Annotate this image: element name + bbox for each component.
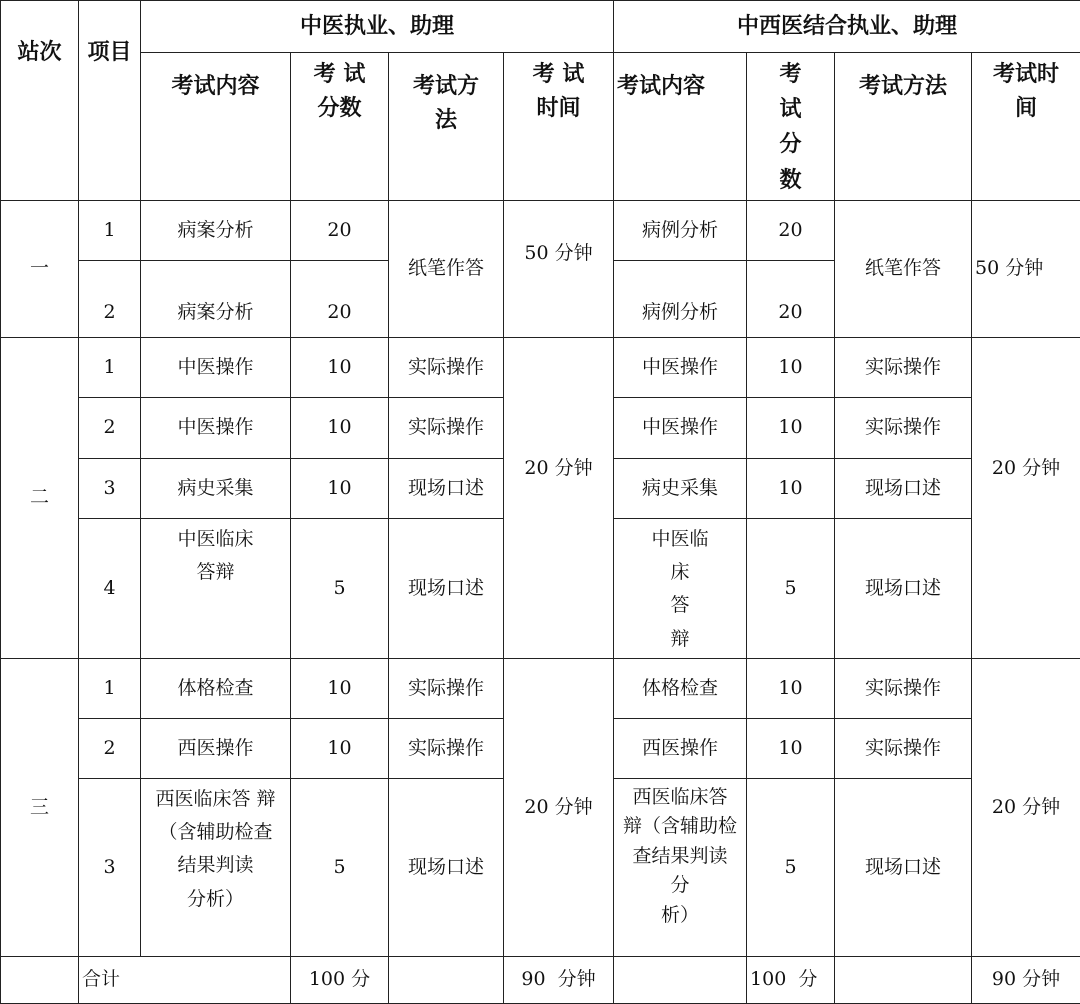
- content-b: 西医临床答 辩（含辅助检 查结果判读 分 析）: [614, 778, 747, 956]
- content-a: 中医临床 答辩: [141, 518, 291, 658]
- content-a: 病案分析: [141, 260, 291, 337]
- item-no: 2: [79, 718, 141, 778]
- station-label: 三: [1, 658, 79, 956]
- time-b: 20 分钟: [972, 658, 1080, 956]
- score-a: 10: [291, 658, 389, 718]
- content-a: 中医操作: [141, 397, 291, 458]
- score-b: 5: [747, 778, 835, 956]
- content-a: 西医操作: [141, 718, 291, 778]
- content-b: 西医操作: [614, 718, 747, 778]
- header-score-b: 考 试 分 数: [747, 53, 835, 201]
- score-a: 10: [291, 337, 389, 397]
- header-score-a: 考 试 分数: [291, 53, 389, 201]
- total-blank: [1, 956, 79, 1003]
- time-a: 50 分钟: [504, 200, 614, 337]
- method-b: 现场口述: [835, 518, 972, 658]
- method-a: 实际操作: [389, 397, 504, 458]
- total-content-b-blank: [614, 956, 747, 1003]
- header-group-tcm: 中医执业、助理: [141, 1, 614, 53]
- score-b: 20: [747, 200, 835, 260]
- time-b: 50 分钟: [972, 200, 1080, 337]
- item-no: 1: [79, 658, 141, 718]
- content-b: 病例分析: [614, 260, 747, 337]
- method-a: 实际操作: [389, 658, 504, 718]
- content-b: 中医操作: [614, 397, 747, 458]
- score-a: 10: [291, 397, 389, 458]
- method-b: 实际操作: [835, 397, 972, 458]
- score-b: 10: [747, 397, 835, 458]
- header-content-a: 考试内容: [141, 53, 291, 201]
- method-b: 现场口述: [835, 458, 972, 518]
- content-b: 中医操作: [614, 337, 747, 397]
- item-no: 2: [79, 397, 141, 458]
- header-method-a: 考试方 法: [389, 53, 504, 201]
- score-b: 10: [747, 337, 835, 397]
- item-no: 2: [79, 260, 141, 337]
- content-a: 病案分析: [141, 200, 291, 260]
- table-row: [1, 658, 1080, 718]
- score-b: 10: [747, 458, 835, 518]
- time-a: 20 分钟: [504, 658, 614, 956]
- table-row: [1, 200, 1080, 260]
- total-time-a: 90 分钟: [504, 956, 614, 1003]
- item-no: 1: [79, 337, 141, 397]
- total-method-a-blank: [389, 956, 504, 1003]
- score-b: 10: [747, 718, 835, 778]
- content-b: 体格检查: [614, 658, 747, 718]
- method-b: 实际操作: [835, 658, 972, 718]
- content-a: 体格检查: [141, 658, 291, 718]
- content-b: 病史采集: [614, 458, 747, 518]
- score-b: 10: [747, 658, 835, 718]
- method-a: 实际操作: [389, 337, 504, 397]
- total-label: 合计: [79, 956, 291, 1003]
- method-a: 现场口述: [389, 458, 504, 518]
- method-a: 现场口述: [389, 518, 504, 658]
- score-a: 20: [291, 260, 389, 337]
- time-a: 20 分钟: [504, 337, 614, 658]
- content-a: 中医操作: [141, 337, 291, 397]
- header-item: 项目: [79, 1, 141, 201]
- score-b: 20: [747, 260, 835, 337]
- header-content-b: 考试内容: [614, 53, 747, 201]
- total-method-b-blank: [835, 956, 972, 1003]
- method-b: 实际操作: [835, 718, 972, 778]
- item-no: 3: [79, 458, 141, 518]
- content-b: 病例分析: [614, 200, 747, 260]
- score-a: 10: [291, 458, 389, 518]
- method-a: 现场口述: [389, 778, 504, 956]
- time-b: 20 分钟: [972, 337, 1080, 658]
- method-b: 实际操作: [835, 337, 972, 397]
- total-row: [1, 956, 1080, 1003]
- item-no: 3: [79, 778, 141, 956]
- item-no: 1: [79, 200, 141, 260]
- method-b: 现场口述: [835, 778, 972, 956]
- station-label: 一: [1, 200, 79, 337]
- score-a: 20: [291, 200, 389, 260]
- total-score-a: 100 分: [291, 956, 389, 1003]
- total-score-b: 100 分: [747, 956, 835, 1003]
- header-station: 站次: [1, 1, 79, 201]
- header-group-integrated: 中西医结合执业、助理: [614, 1, 1080, 53]
- header-time-b: 考试时 间: [972, 53, 1080, 201]
- table-row: [1, 337, 1080, 397]
- score-a: 10: [291, 718, 389, 778]
- content-a: 病史采集: [141, 458, 291, 518]
- content-a: 西医临床答 辩 （含辅助检查 结果判读 分析）: [141, 778, 291, 956]
- content-b: 中医临 床 答 辩: [614, 518, 747, 658]
- method-a: 纸笔作答: [389, 200, 504, 337]
- score-a: 5: [291, 518, 389, 658]
- station-label: 二: [1, 337, 79, 658]
- score-b: 5: [747, 518, 835, 658]
- total-time-b: 90 分钟: [972, 956, 1080, 1003]
- method-b: 纸笔作答: [835, 200, 972, 337]
- score-a: 5: [291, 778, 389, 956]
- header-method-b: 考试方法: [835, 53, 972, 201]
- item-no: 4: [79, 518, 141, 658]
- header-time-a: 考 试 时间: [504, 53, 614, 201]
- method-a: 实际操作: [389, 718, 504, 778]
